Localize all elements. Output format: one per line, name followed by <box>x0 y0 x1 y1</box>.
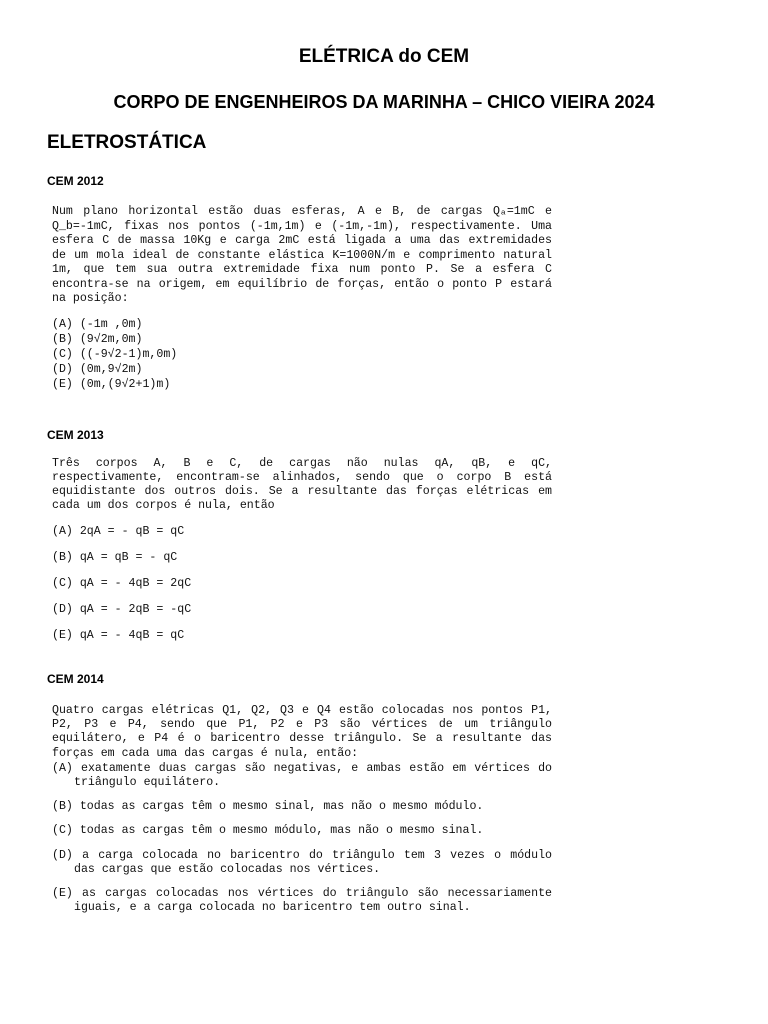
option-e: (E) as cargas colocadas nos vértices do triângulo são necessariamente iguais, e a carga colocada no baricentro tem outro sinal. <box>52 887 552 915</box>
question-2012 <box>52 205 552 392</box>
option-a: (A) (-1m ,0m) <box>52 317 143 331</box>
option-e: (E) qA = - 4qB = qC <box>52 629 185 642</box>
option-d: (D) a carga colocada no baricentro do triângulo tem 3 vezes o módulo das cargas que estão colocadas nos vértices. <box>52 848 552 876</box>
option-c: (C) todas as cargas têm o mesmo módulo, mas não o mesmo sinal. <box>52 824 484 838</box>
document-title: ELÉTRICA do CEM <box>298 46 470 67</box>
question-statement: Num plano horizontal estão duas esferas, A e B, de cargas Qₐ=1mC e Q_b=-1mC, fixas nos pontos (-1m,1m) e (-1m,-1m), respectivamente. Uma esfera C de massa 10Kg e carga 2mC está ligada a uma das extremidades de um mola ideal de constante elástica K=1000N/m e comprimento natural 1m, que tem sua outra extremidade fixa num ponto P. Se a esfera C encontra-se na origem, em equilíbrio de forças, então o ponto P estará na posição: <box>52 205 552 305</box>
option-b: (B) qA = qB = - qC <box>52 551 178 564</box>
question-year-2013: CEM 2013 <box>47 428 104 442</box>
question-year-2012: CEM 2012 <box>47 174 104 188</box>
option-a: (A) exatamente duas cargas são negativas, e ambas estão em vértices do triângulo equilátero. <box>52 761 552 790</box>
option-d: (D) qA = - 2qB = -qC <box>52 603 192 616</box>
question-statement: Três corpos A, B e C, de cargas não nulas qA, qB, e qC, respectivamente, encontram-se alinhados, sendo que o corpo B está equidistante dos outros dois. Se a resultante das forças elétricas em cada um dos corpos é nula, então <box>52 457 552 512</box>
question-year-2014: CEM 2014 <box>47 672 104 686</box>
option-c: (C) qA = - 4qB = 2qC <box>52 577 192 590</box>
option-a: (A) 2qA = - qB = qC <box>52 525 185 538</box>
option-d: (D) (0m,9√2m) <box>52 362 143 376</box>
option-b: (B) (9√2m,0m) <box>52 332 143 346</box>
option-c: (C) ((-9√2-1)m,0m) <box>52 347 178 361</box>
question-2013 <box>52 457 552 643</box>
section-title: ELETROSTÁTICA <box>47 132 207 153</box>
question-2014 <box>52 704 552 915</box>
document-subtitle: CORPO DE ENGENHEIROS DA MARINHA – CHICO VIEIRA 2024 <box>113 92 655 112</box>
option-e: (E) (0m,(9√2+1)m) <box>52 377 171 391</box>
option-b: (B) todas as cargas têm o mesmo sinal, mas não o mesmo módulo. <box>52 800 484 814</box>
question-statement: Quatro cargas elétricas Q1, Q2, Q3 e Q4 estão colocadas nos pontos P1, P2, P3 e P4, sendo que P1, P2 e P3 são vértices de um triângulo equilátero, e P4 é o baricentro desse triângulo. Se a resultante das forças em cada uma das cargas é nula, então: <box>52 704 552 760</box>
options-list <box>52 317 552 392</box>
